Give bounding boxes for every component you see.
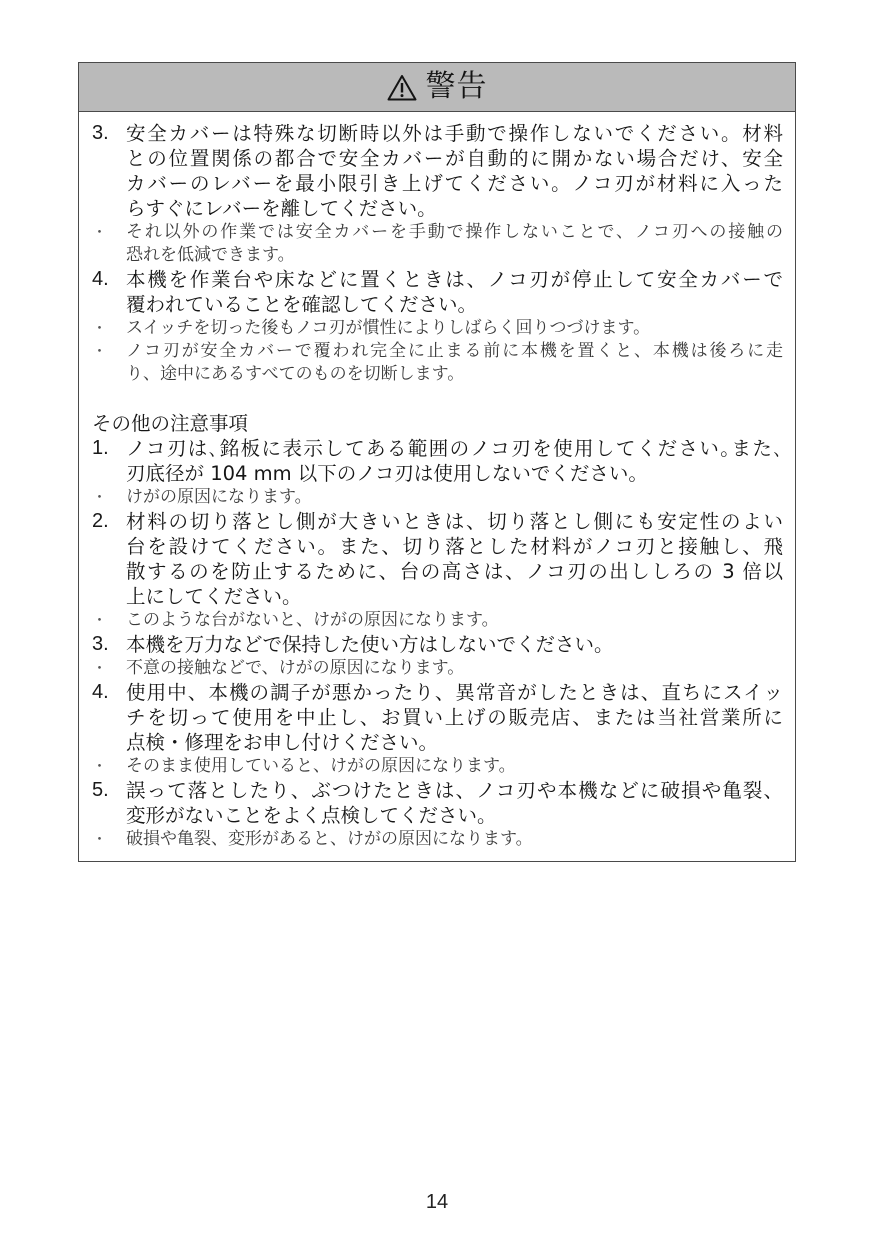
warning-section xyxy=(92,121,783,386)
item-text-line: らすぐにレバーを離してください。 xyxy=(126,197,437,220)
item-text-line: 本機を万力などで保持した使い方はしないでください。 xyxy=(126,633,614,656)
item-text-line: 台を設けてください。また、切り落とした材料がノコ刃と接触し、飛 xyxy=(126,535,783,558)
warning-item xyxy=(92,680,783,755)
item-text xyxy=(126,267,783,317)
warning-item xyxy=(92,267,783,317)
note-item xyxy=(92,221,783,267)
note-item xyxy=(92,486,783,509)
item-text xyxy=(126,509,783,609)
warning-box xyxy=(78,62,796,862)
item-number: 1. xyxy=(92,437,109,459)
note-item xyxy=(92,657,783,680)
bullet-mark: ・ xyxy=(92,488,108,506)
bullet-mark: ・ xyxy=(92,319,108,337)
note-text xyxy=(126,657,783,680)
warning-item xyxy=(92,121,783,221)
note-text xyxy=(126,486,783,509)
note-item xyxy=(92,609,783,632)
item-number: 4. xyxy=(92,681,109,703)
item-number: 5. xyxy=(92,779,109,801)
note-text-line: このような台がないと、けがの原因になります。 xyxy=(126,610,499,630)
bullet-mark: ・ xyxy=(92,223,108,241)
item-text-line: 刃底径が 104 mm 以下のノコ刃は使用しないでください。 xyxy=(126,462,648,485)
item-number: 2. xyxy=(92,510,109,532)
bullet-mark: ・ xyxy=(92,830,108,848)
note-text xyxy=(126,317,783,340)
item-text-line: 散するのを防止するために、台の高さは、ノコ刃の出ししろの 3 倍以 xyxy=(126,560,783,583)
warning-section xyxy=(92,411,783,851)
page-number: 14 xyxy=(425,1191,449,1213)
warning-item xyxy=(92,632,783,657)
item-text-line: 点検・修理をお申し付けください。 xyxy=(126,731,439,754)
warning-header xyxy=(79,63,795,112)
item-text-line: カバーのレバーを最小限引き上げてください。ノコ刃が材料に入った xyxy=(126,172,783,195)
warning-title: 警告 xyxy=(425,69,488,104)
warning-triangle-icon xyxy=(387,74,417,101)
item-text-line: 覆われていることを確認してください。 xyxy=(126,293,478,316)
item-text-line: 本機を作業台や床などに置くときは、ノコ刃が停止して安全カバーで xyxy=(126,268,783,291)
note-text xyxy=(126,755,783,778)
note-text xyxy=(126,828,783,851)
note-text-line: それ以外の作業では安全カバーを手動で操作しないことで、ノコ刃への接触の xyxy=(126,222,783,242)
item-text-line: 使用中、本機の調子が悪かったり、異常音がしたときは、直ちにスイッ xyxy=(126,681,783,704)
item-number: 3. xyxy=(92,633,109,655)
note-text-line: り、途中にあるすべてのものを切断します。 xyxy=(126,364,465,384)
bullet-mark: ・ xyxy=(92,342,108,360)
note-text-line: そのまま使用していると、けがの原因になります。 xyxy=(126,756,516,776)
note-text-line: スイッチを切った後もノコ刃が慣性によりしばらく回りつづけます。 xyxy=(126,318,651,338)
note-item xyxy=(92,317,783,340)
note-text-line: 破損や亀裂、変形があると、けがの原因になります。 xyxy=(126,829,533,849)
item-text xyxy=(126,436,783,486)
item-text-line: チを切って使用を中止し、お買い上げの販売店、または当社営業所に xyxy=(126,706,783,729)
note-item xyxy=(92,828,783,851)
warning-item xyxy=(92,509,783,609)
item-number: 3. xyxy=(92,122,109,144)
note-text-line: 恐れを低減できます。 xyxy=(126,245,295,265)
section-heading: その他の注意事項 xyxy=(92,412,249,435)
note-text xyxy=(126,221,783,267)
item-text xyxy=(126,680,783,755)
bullet-mark: ・ xyxy=(92,611,108,629)
item-text-line: との位置関係の都合で安全カバーが自動的に開かない場合だけ、安全 xyxy=(126,147,783,170)
note-item xyxy=(92,340,783,386)
bullet-mark: ・ xyxy=(92,659,108,677)
item-text-line: 安全カバーは特殊な切断時以外は手動で操作しないでください。材料 xyxy=(126,122,783,145)
warning-item xyxy=(92,778,783,828)
item-text-line: 上にしてください。 xyxy=(126,585,302,608)
note-text-line: 不意の接触などで、けがの原因になります。 xyxy=(126,658,465,678)
item-text-line: ノコ刃は､銘板に表示してある範囲のノコ刃を使用してください｡また､ xyxy=(126,437,783,460)
item-number: 4. xyxy=(92,268,109,290)
bullet-mark: ・ xyxy=(92,757,108,775)
item-text-line: 変形がないことをよく点検してください。 xyxy=(126,804,497,827)
item-text xyxy=(126,778,783,828)
item-text xyxy=(126,632,783,657)
note-text xyxy=(126,340,783,386)
note-text xyxy=(126,609,783,632)
item-text-line: 材料の切り落とし側が大きいときは、切り落とし側にも安定性のよい xyxy=(126,510,783,533)
warning-content xyxy=(79,112,795,861)
item-text xyxy=(126,121,783,221)
note-text-line: けがの原因になります。 xyxy=(126,487,312,507)
item-text-line: 誤って落としたり、ぶつけたときは、ノコ刃や本機などに破損や亀裂、 xyxy=(126,779,783,802)
note-text-line: ノコ刃が安全カバーで覆われ完全に止まる前に本機を置くと、本機は後ろに走 xyxy=(126,341,783,361)
note-item xyxy=(92,755,783,778)
warning-item xyxy=(92,436,783,486)
